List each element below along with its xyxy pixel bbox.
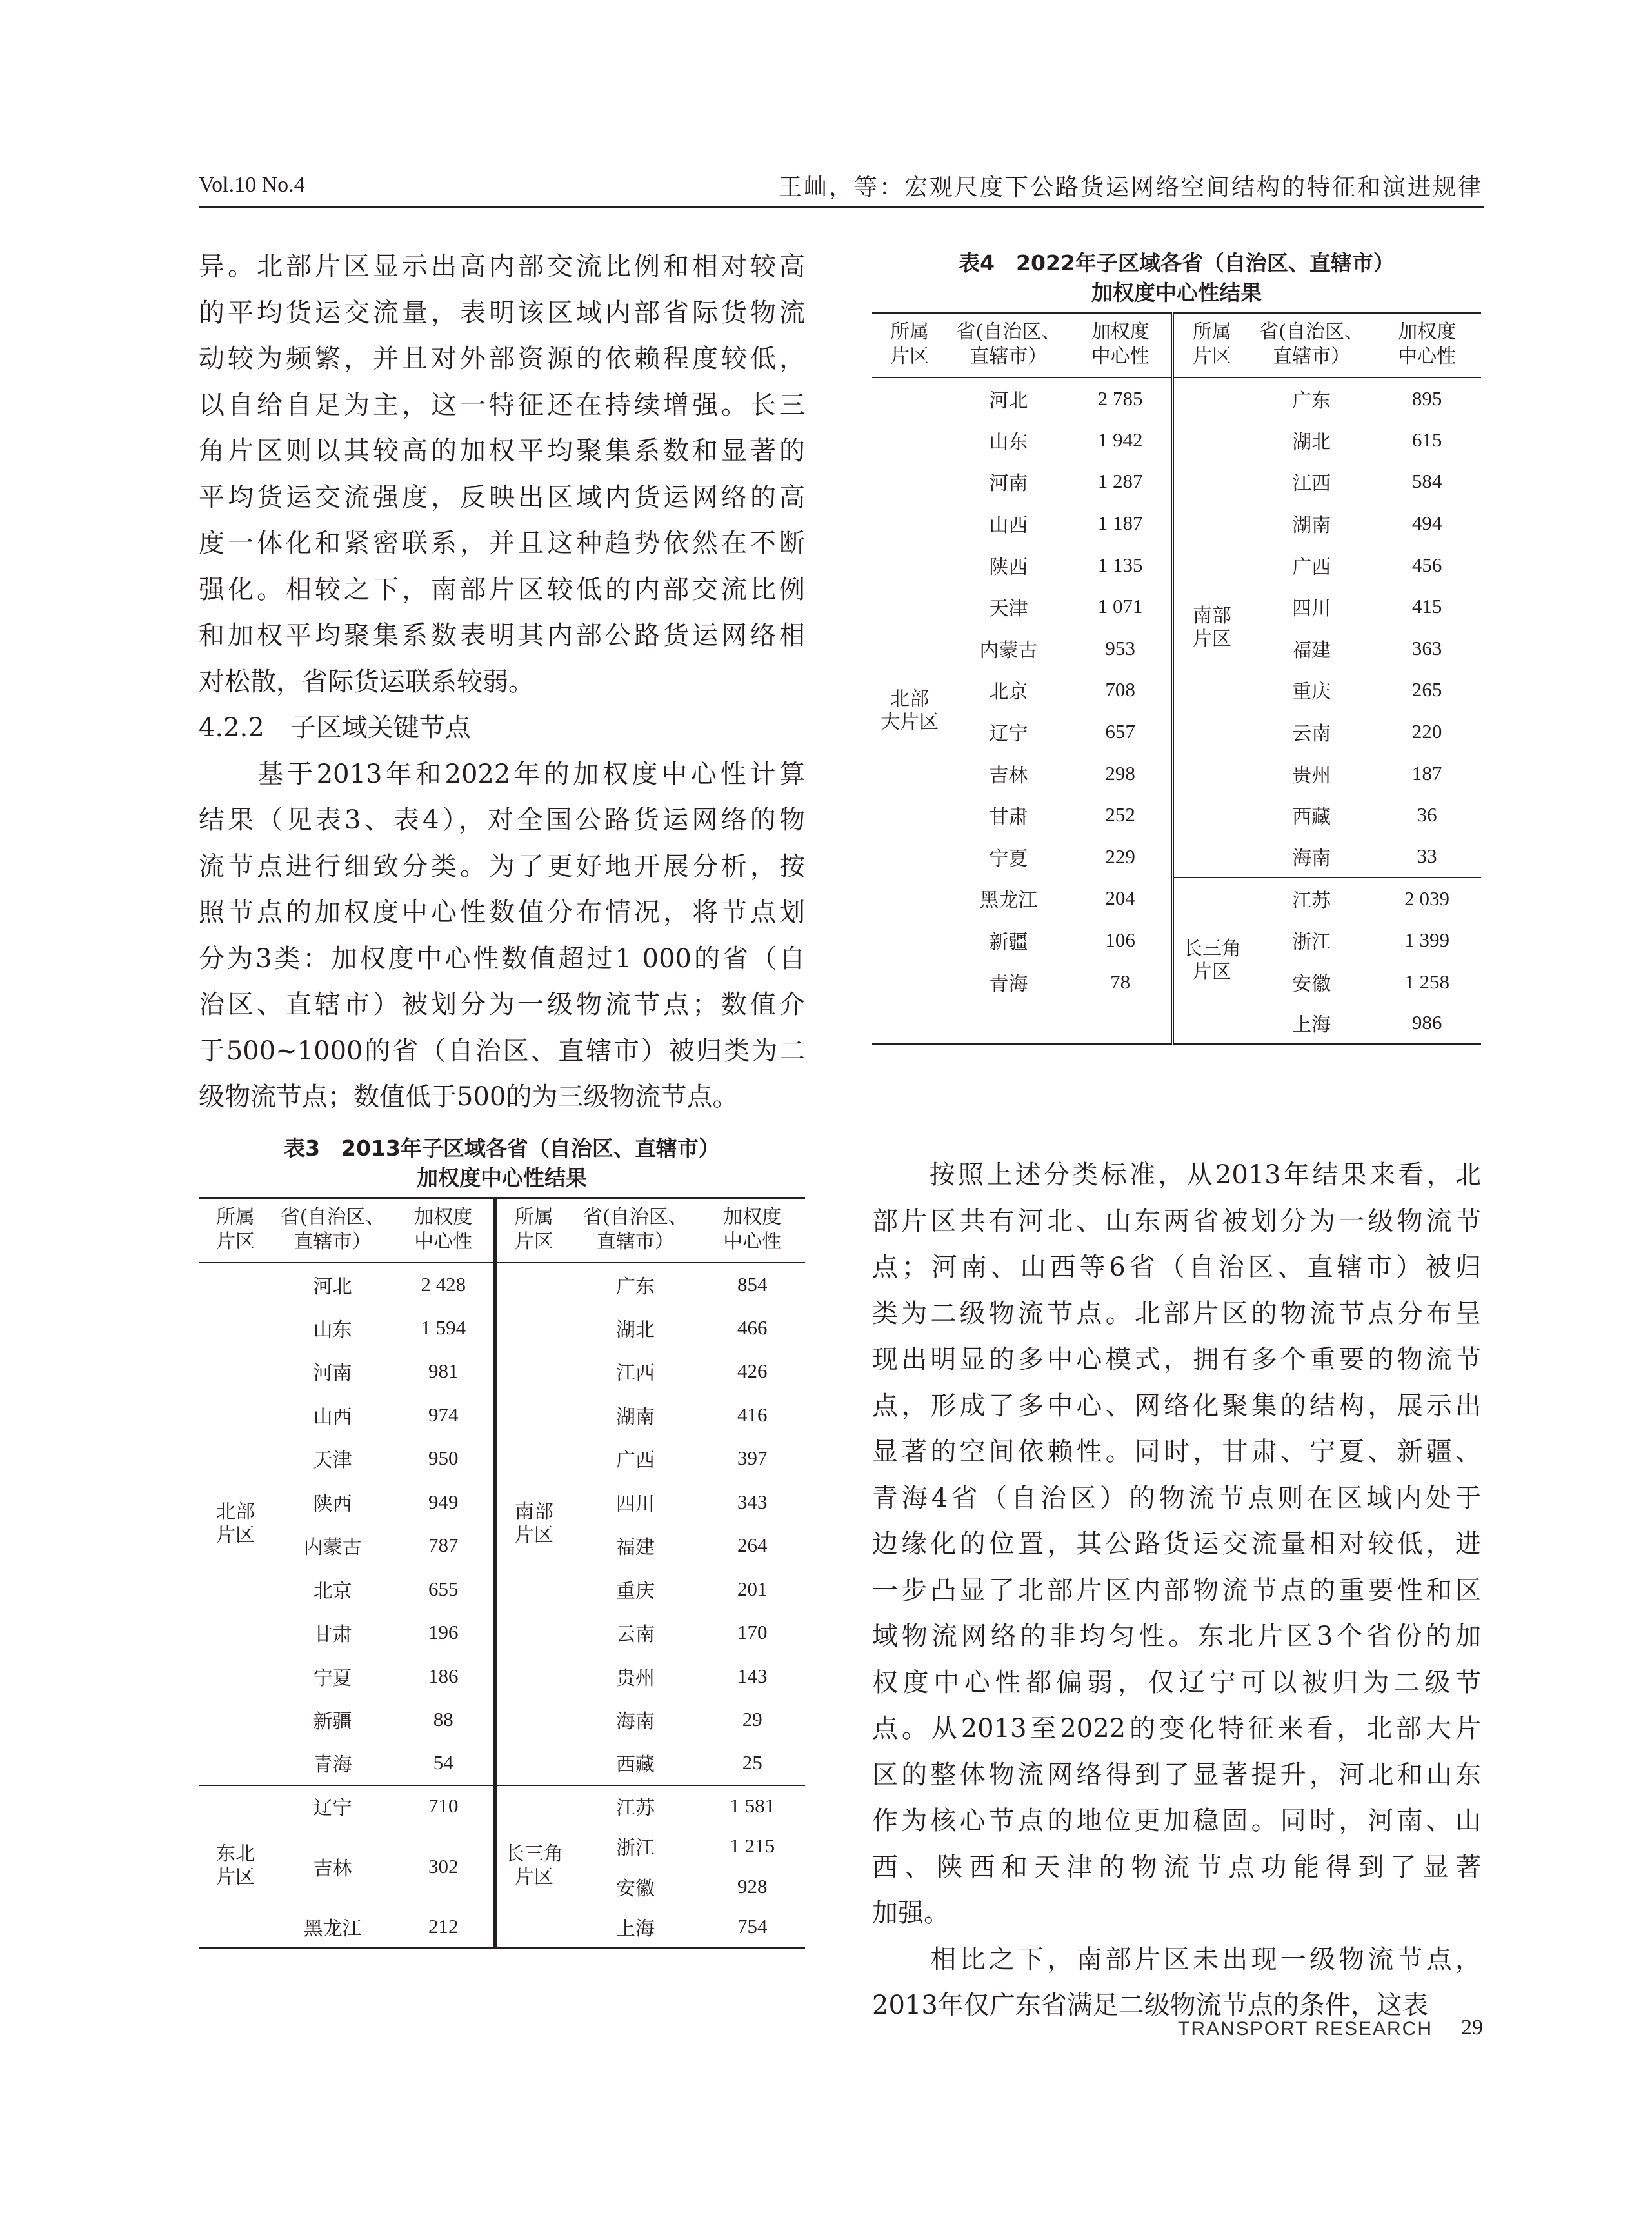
- centrality-value: 787: [428, 1534, 459, 1557]
- centrality-value: 88: [433, 1708, 453, 1731]
- region-label-text: 片区: [216, 1866, 255, 1889]
- header-text: 片区: [1192, 345, 1231, 368]
- header-region: [199, 1198, 272, 1263]
- text-line: 相比之下，南部片区未出现一级物流节点，: [872, 1944, 1481, 1974]
- province-name: 内蒙古: [303, 1536, 362, 1559]
- province-name: 湖北: [1292, 430, 1331, 454]
- centrality-value: 981: [428, 1359, 459, 1383]
- text-line: 显著的空间依赖性。同时，甘肃、宁夏、新疆、: [872, 1437, 1481, 1467]
- running-header-volume: Vol.10 No.4: [199, 173, 305, 197]
- province-name: 福建: [616, 1536, 655, 1559]
- centrality-value: 187: [1411, 761, 1442, 785]
- centrality-value: 252: [1105, 803, 1135, 827]
- centrality-value: 201: [737, 1577, 768, 1600]
- text-line: 流节点进行细致分类。为了更好地开展分析，按: [199, 851, 805, 881]
- province-name: 山西: [989, 514, 1028, 537]
- header-text: 直辖市）: [970, 345, 1048, 368]
- table-row: [872, 877, 1481, 919]
- province-name: 新疆: [989, 931, 1028, 954]
- header-text: 加权度: [414, 1205, 473, 1228]
- province-name: 上海: [1292, 1014, 1331, 1037]
- header-rule: [199, 206, 1484, 208]
- province-name: 吉林: [989, 764, 1028, 787]
- empty-cell: [947, 1003, 1070, 1045]
- centrality-value: 302: [428, 1854, 459, 1878]
- province-name: 广西: [616, 1449, 655, 1472]
- header-province2: [1250, 313, 1373, 378]
- header-value: [1070, 313, 1172, 378]
- centrality-value: 2 039: [1373, 877, 1481, 919]
- province-name: 陕西: [313, 1492, 352, 1516]
- header-text: 所属: [1192, 321, 1231, 343]
- text-line: 权度中心性都偏弱，仅辽宁可以被归为二级节: [872, 1667, 1481, 1698]
- text-line: 以自给自足为主，这一特征还在持续增强。长三: [199, 390, 805, 420]
- centrality-value: 754: [737, 1915, 768, 1938]
- province-name: 黑龙江: [303, 1918, 362, 1941]
- province-name: 甘肃: [313, 1623, 352, 1647]
- province-name: 四川: [1292, 597, 1331, 621]
- header-text: 片区: [216, 1230, 255, 1253]
- text-line: 部片区共有河北、山东两省被划分为一级物流节: [872, 1206, 1481, 1236]
- province-name: 黑龙江: [979, 889, 1038, 912]
- centrality-value: 456: [1411, 553, 1442, 576]
- header-text: 直辖市）: [1273, 345, 1351, 368]
- centrality-value: 584: [1411, 470, 1442, 493]
- text-line: 西、陕西和天津的物流节点功能得到了显著: [872, 1852, 1481, 1882]
- region-label-text: 东北: [216, 1843, 255, 1866]
- page-number: 29: [1461, 2016, 1483, 2040]
- centrality-value: 25: [742, 1751, 762, 1774]
- centrality-value: 426: [737, 1359, 768, 1383]
- province-name: 重庆: [616, 1579, 655, 1603]
- header-value: [700, 1198, 805, 1263]
- region-label-text: 长三角: [504, 1843, 563, 1866]
- province-name: 安徽: [1292, 972, 1331, 996]
- centrality-value: 655: [428, 1577, 459, 1600]
- region-label-text: 片区: [1192, 961, 1231, 984]
- centrality-value: 1 215: [730, 1834, 775, 1857]
- centrality-value: 615: [1411, 428, 1442, 451]
- province-name: 宁夏: [313, 1667, 352, 1690]
- table-header-row: [872, 313, 1481, 378]
- centrality-value: 854: [737, 1272, 768, 1296]
- centrality-value: 33: [1417, 845, 1437, 868]
- header-province2: [571, 1198, 699, 1263]
- paragraph: [872, 1937, 1481, 2029]
- header-province: [272, 1198, 393, 1263]
- table4-caption-line1: 表4 2022年子区域各省（自治区、直辖市）: [959, 250, 1395, 276]
- centrality-value: 343: [737, 1490, 768, 1513]
- province-name: 广西: [1292, 556, 1331, 579]
- province-name: 海南: [616, 1710, 655, 1734]
- centrality-value: 1 135: [1097, 553, 1143, 576]
- province-name: 贵州: [616, 1667, 655, 1690]
- text-line: 照节点的加权度中心性数值分布情况，将节点划: [199, 897, 805, 927]
- province-name: 江西: [1292, 472, 1331, 496]
- centrality-value: 106: [1105, 928, 1135, 952]
- province-name: 天津: [989, 597, 1028, 621]
- text-line: 度一体化和紧密联系，并且这种趋势依然在不断: [199, 528, 805, 558]
- province-name: 江苏: [1250, 877, 1373, 919]
- header-text: 省(自治区、: [583, 1205, 688, 1228]
- region-label-text: 南部: [514, 1500, 553, 1523]
- section-heading: 4.2.2 子区域关键节点: [199, 713, 471, 743]
- centrality-value: 1 581: [700, 1785, 805, 1826]
- province-name: 陕西: [989, 556, 1028, 579]
- text-line: 动较为频繁，并且对外部资源的依赖程度较低，: [199, 344, 805, 374]
- province-name: 西藏: [616, 1754, 655, 1777]
- province-name: 北京: [313, 1579, 352, 1603]
- text-line: 2013年仅广东省满足二级物流节点的条件，这表: [872, 1990, 1428, 2020]
- text-line: 强化。相较之下，南部片区较低的内部交流比例: [199, 574, 805, 605]
- province-name: 山西: [313, 1405, 352, 1429]
- centrality-value: 78: [1110, 970, 1131, 993]
- region-label-text: 北部: [890, 687, 930, 710]
- table4: [872, 312, 1481, 1045]
- centrality-value: 264: [737, 1534, 768, 1557]
- region-label: [199, 1785, 272, 1948]
- centrality-value: 363: [1411, 636, 1442, 659]
- region-label: [1172, 377, 1250, 877]
- table4-caption-line2: 加权度中心性结果: [1091, 280, 1262, 305]
- province-name: 青海: [313, 1754, 352, 1777]
- region-label: [495, 1785, 572, 1948]
- province-name: 福建: [1292, 639, 1331, 662]
- centrality-value: 298: [1105, 761, 1135, 785]
- centrality-value: 986: [1411, 1011, 1442, 1034]
- centrality-value: 1 399: [1404, 928, 1449, 952]
- right-column: [872, 1152, 1481, 2029]
- province-name: 江西: [616, 1362, 655, 1385]
- province-name: 河南: [989, 472, 1028, 496]
- text-line: 现出明显的多中心模式，拥有多个重要的物流节: [872, 1345, 1481, 1374]
- footer-journal: TRANSPORT RESEARCH: [1178, 2018, 1433, 2040]
- province-name: 辽宁: [272, 1785, 393, 1826]
- text-line: 点。从2013至2022的变化特征来看，北部大片: [872, 1714, 1481, 1743]
- header-text: 省(自治区、: [280, 1205, 385, 1228]
- text-line: 的平均货运交流量，表明该区域内部省际货物流: [199, 297, 805, 328]
- table3-caption-line1: 表3 2013年子区域各省（自治区、直辖市）: [284, 1135, 720, 1161]
- centrality-value: 949: [428, 1490, 459, 1513]
- text-line: 点，形成了多中心、网络化聚集的结构，展示出: [872, 1390, 1481, 1421]
- text-line: 级物流节点；数值低于500的为三级物流节点。: [199, 1082, 739, 1112]
- text-line: 平均货运交流强度，反映出区域内货运网络的高: [199, 482, 805, 512]
- centrality-value: 186: [428, 1664, 459, 1687]
- province-name: 河南: [313, 1362, 352, 1385]
- centrality-value: 170: [737, 1621, 768, 1644]
- centrality-value: 1 258: [1404, 970, 1449, 993]
- table3: [199, 1197, 805, 1949]
- region-label-text: 片区: [514, 1866, 553, 1889]
- header-text: 所属: [514, 1205, 553, 1228]
- header-text: 加权度: [723, 1205, 782, 1228]
- paragraph: [872, 1152, 1481, 1937]
- province-name: 河北: [313, 1275, 352, 1298]
- province-name: 广东: [616, 1275, 655, 1298]
- region-label: [199, 1263, 272, 1785]
- header-text: 省(自治区、: [1259, 321, 1364, 343]
- header-text: 所属: [216, 1205, 255, 1228]
- centrality-value: 710: [393, 1785, 495, 1826]
- text-line: 治区、直辖市）被划分为一级物流节点；数值介: [199, 990, 805, 1019]
- table-header-row: [199, 1198, 805, 1263]
- centrality-value: 950: [428, 1447, 459, 1470]
- region-label-text: 北部: [216, 1500, 255, 1523]
- text-line: 对松散，省际货运联系较弱。: [199, 667, 534, 697]
- header-text: 片区: [514, 1230, 553, 1253]
- header-text: 直辖市）: [597, 1230, 674, 1253]
- centrality-value: 928: [737, 1875, 768, 1898]
- text-line: 结果（见表3、表4），对全国公路货运网络的物: [199, 805, 805, 835]
- text-line: 异。北部片区显示出高内部交流比例和相对较高: [199, 252, 805, 281]
- header-province: [947, 313, 1070, 378]
- region-label: [495, 1263, 572, 1785]
- province-name: 四川: [616, 1492, 655, 1516]
- table3-caption-line2: 加权度中心性结果: [417, 1165, 587, 1190]
- centrality-value: 229: [1105, 845, 1135, 868]
- province-name: 西藏: [1292, 806, 1331, 829]
- text-line: 按照上述分类标准，从2013年结果来看，北: [872, 1160, 1481, 1190]
- left-column: [199, 244, 805, 1949]
- header-text: 中心性: [723, 1230, 782, 1253]
- text-line: 类为二级物流节点。北部片区的物流节点分布呈: [872, 1298, 1481, 1329]
- region-label-text: 大片区: [881, 710, 939, 734]
- centrality-value: 143: [737, 1664, 768, 1687]
- header-text: 省(自治区、: [956, 321, 1061, 343]
- text-line: 作为核心节点的地位更加稳固。同时，河南、山: [872, 1806, 1481, 1836]
- header-region: [1172, 313, 1250, 378]
- header-region: [495, 1198, 572, 1263]
- province-name: 内蒙古: [979, 639, 1038, 662]
- centrality-value: 1 594: [421, 1316, 466, 1339]
- centrality-value: 416: [737, 1403, 768, 1426]
- province-name: 山东: [989, 430, 1028, 454]
- header-text: 片区: [890, 345, 930, 368]
- centrality-value: 494: [1411, 512, 1442, 535]
- centrality-value: 54: [433, 1751, 453, 1774]
- region-label-text: 片区: [216, 1523, 255, 1547]
- centrality-value: 29: [742, 1708, 762, 1731]
- text-line: 于500~1000的省（自治区、直辖市）被归类为二: [199, 1036, 805, 1066]
- region-label: [872, 377, 947, 1045]
- text-line: 分为3类：加权度中心性数值超过1 000的省（自: [199, 943, 805, 974]
- text-line: 一步凸显了北部片区内部物流节点的重要性和区: [872, 1575, 1481, 1605]
- centrality-value: 1 071: [1097, 595, 1143, 618]
- paragraph: [199, 244, 805, 705]
- province-name: 云南: [1292, 723, 1331, 746]
- text-line: 点；河南、山西等6省（自治区、直辖市）被归: [872, 1252, 1481, 1282]
- province-name: 上海: [616, 1918, 655, 1941]
- centrality-value: 708: [1105, 678, 1135, 701]
- header-text: 中心性: [1091, 345, 1149, 368]
- header-text: 中心性: [414, 1230, 473, 1253]
- text-line: 和加权平均聚集系数表明其内部公路货运网络相: [199, 621, 805, 650]
- centrality-value: 36: [1417, 803, 1437, 827]
- paragraph: [199, 752, 805, 1121]
- region-label-text: 长三角: [1182, 938, 1241, 961]
- centrality-value: 265: [1411, 678, 1442, 701]
- province-name: 广东: [1292, 389, 1331, 412]
- centrality-value: 466: [737, 1316, 768, 1339]
- province-name: 湖南: [1292, 514, 1331, 537]
- header-region: [872, 313, 947, 378]
- header-value: [1373, 313, 1481, 378]
- province-name: 浙江: [616, 1837, 655, 1860]
- running-header-title: 王屾，等：宏观尺度下公路货运网络空间结构的特征和演进规律: [778, 174, 1483, 201]
- province-name: 河北: [989, 389, 1028, 412]
- province-name: 贵州: [1292, 764, 1331, 787]
- centrality-value: 397: [737, 1447, 768, 1470]
- province-name: 浙江: [1292, 931, 1331, 954]
- header-text: 直辖市）: [294, 1230, 372, 1253]
- table-row: [199, 1785, 805, 1826]
- centrality-value: 657: [1105, 720, 1135, 743]
- province-name: 新疆: [313, 1710, 352, 1734]
- province-name: 山东: [313, 1318, 352, 1341]
- table-row: [199, 1263, 805, 1307]
- province-name: 北京: [989, 681, 1028, 704]
- centrality-value: 204: [1105, 887, 1135, 910]
- province-name: 重庆: [1292, 681, 1331, 704]
- text-line: 青海4省（自治区）的物流节点则在区域内处于: [872, 1483, 1481, 1513]
- header-text: 中心性: [1398, 345, 1457, 368]
- centrality-value: 895: [1411, 386, 1442, 410]
- text-line: 边缘化的位置，其公路货运交流量相对较低，进: [872, 1529, 1481, 1559]
- province-name: 青海: [989, 972, 1028, 996]
- province-name: 安徽: [616, 1878, 655, 1900]
- province-name: 江苏: [571, 1785, 699, 1826]
- header-text: 加权度: [1091, 321, 1149, 343]
- empty-cell: [1070, 1003, 1172, 1045]
- province-name: 云南: [616, 1623, 655, 1647]
- region-label-text: 片区: [1192, 627, 1231, 650]
- centrality-value: 212: [428, 1915, 459, 1938]
- centrality-value: 1 287: [1097, 470, 1143, 493]
- province-name: 湖南: [616, 1405, 655, 1429]
- centrality-value: 953: [1105, 636, 1135, 659]
- centrality-value: 2 428: [421, 1272, 466, 1296]
- text-line: 域物流网络的非均匀性。东北片区3个省份的加: [872, 1621, 1481, 1651]
- region-label: [1172, 877, 1250, 1044]
- province-name: 甘肃: [989, 806, 1028, 829]
- text-line: 加强。: [872, 1898, 950, 1928]
- table3-caption: [199, 1134, 805, 1193]
- centrality-value: 1 942: [1097, 428, 1143, 451]
- province-name: 辽宁: [989, 723, 1028, 746]
- header-text: 所属: [890, 321, 930, 343]
- table4-block: [872, 248, 1481, 1045]
- text-line: 角片区则以其较高的加权平均聚集系数和显著的: [199, 436, 805, 466]
- centrality-value: 196: [428, 1621, 459, 1644]
- header-text: 加权度: [1398, 321, 1457, 343]
- province-name: 湖北: [616, 1318, 655, 1341]
- region-label-text: 南部: [1192, 604, 1231, 627]
- text-line: 区的整体物流网络得到了显著提升，河北和山东: [872, 1760, 1481, 1790]
- centrality-value: 974: [428, 1403, 459, 1426]
- region-label-text: 片区: [514, 1523, 553, 1547]
- province-name: 海南: [1292, 847, 1331, 870]
- table-row: [872, 377, 1481, 419]
- centrality-value: 1 187: [1097, 512, 1143, 535]
- centrality-value: 220: [1411, 720, 1442, 743]
- province-name: 天津: [313, 1449, 352, 1472]
- text-line: 基于2013年和2022年的加权度中心性计算: [199, 759, 805, 789]
- province-name: 吉林: [313, 1857, 352, 1880]
- centrality-value: 2 785: [1097, 386, 1143, 410]
- province-name: 宁夏: [989, 847, 1028, 870]
- table4-caption: [872, 248, 1481, 308]
- centrality-value: 415: [1411, 595, 1442, 618]
- header-value: [393, 1198, 495, 1263]
